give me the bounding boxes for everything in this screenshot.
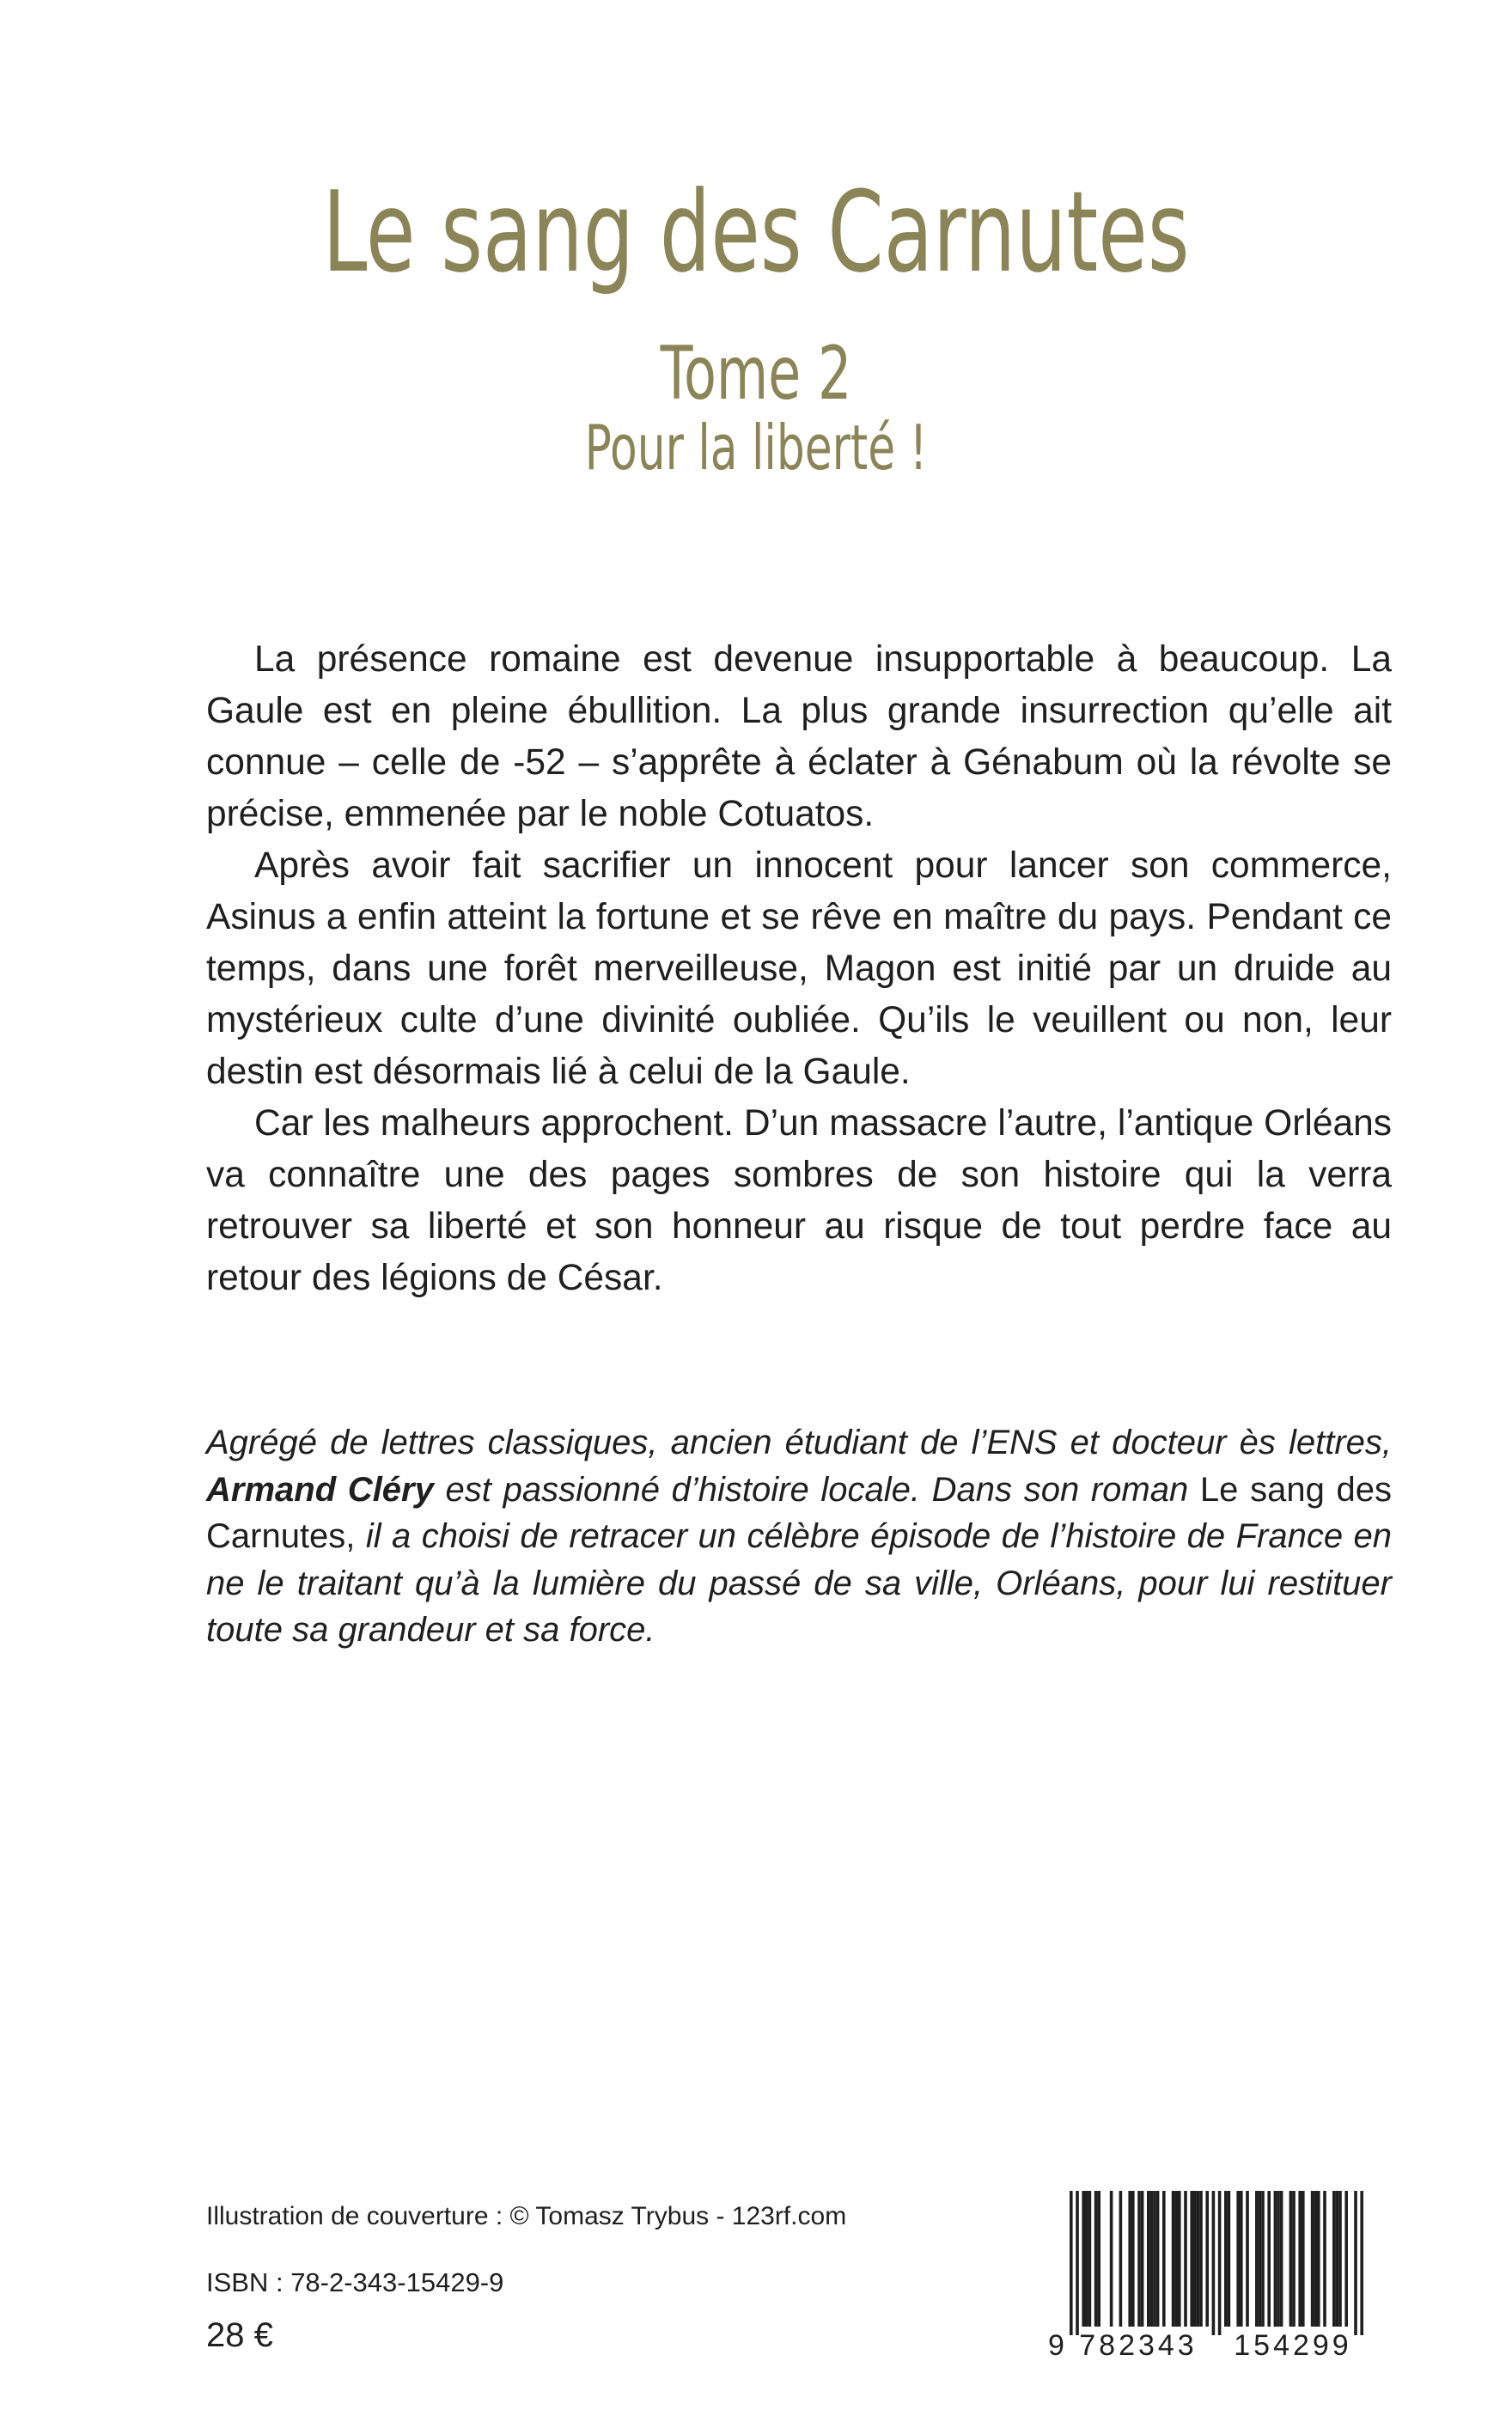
barcode-bar: [1360, 2191, 1363, 2335]
book-subtitle: Pour la liberté !: [584, 412, 928, 484]
author-name: Armand Cléry: [206, 1470, 434, 1509]
barcode-bar: [1280, 2191, 1283, 2327]
barcode-bar: [1323, 2191, 1326, 2327]
isbn: ISBN : 78-2-343-15429-9: [206, 2267, 504, 2297]
bio-end: il a choisi de retracer un célèbre épisode de l’histoire de France en ne le traitant qu’à la lumière du passé de sa ville, Orléans, pour lui restituer toute sa grandeur et sa force.: [206, 1517, 1393, 1649]
barcode-bar: [1274, 2191, 1277, 2327]
barcode-bar: [1317, 2191, 1320, 2327]
barcode-right-digits: 154299: [1234, 2329, 1352, 2361]
summary-paragraph: Car les malheurs approchent. D’un massacre l’autre, l’antique Orléans va connaître une des pages sombres de son histoire qui la verra retrouver sa liberté et son honneur au risque de tout perdre face au retour des légions de César.: [206, 1103, 1392, 1298]
bio-intro: Agrégé de lettres classiques, ancien étudiant de l’ENS et docteur ès lettres,: [206, 1424, 1392, 1461]
barcode-bar: [1156, 2191, 1160, 2327]
barcode-bar: [1314, 2191, 1317, 2327]
barcode-bar: [1141, 2191, 1144, 2327]
barcode-bar: [1150, 2191, 1154, 2327]
barcode-bar: [1228, 2191, 1231, 2327]
tome-label: Tome 2: [660, 331, 852, 417]
barcode: [1044, 2189, 1383, 2361]
barcode-bar: [1193, 2191, 1197, 2327]
barcode-bar: [1218, 2191, 1222, 2335]
barcode-bar: [1119, 2191, 1123, 2327]
barcode-bar: [1255, 2191, 1259, 2327]
barcode-bar: [1259, 2191, 1262, 2327]
barcode-bar: [1162, 2191, 1166, 2327]
barcode-bar: [1076, 2191, 1079, 2335]
bio-middle: est passionné d’histoire locale. Dans son roman: [445, 1470, 1189, 1509]
barcode-bar: [1197, 2191, 1200, 2327]
barcode-bar: [1199, 2191, 1203, 2327]
barcode-bar: [1137, 2191, 1141, 2327]
bio-book-title: Le sang des Carnutes,: [206, 1470, 1392, 1555]
barcode-bar: [1344, 2191, 1348, 2327]
barcode-bar: [1153, 2191, 1156, 2327]
barcode-bar: [1267, 2191, 1271, 2327]
barcode-bar: [1128, 2191, 1131, 2327]
barcode-bar: [1354, 2191, 1357, 2335]
barcode-bar: [1292, 2191, 1296, 2327]
barcode-bar: [1261, 2191, 1265, 2327]
barcode-bar: [1088, 2191, 1092, 2327]
price: 28 €: [206, 2316, 273, 2354]
barcode-bar: [1178, 2191, 1181, 2327]
summary-text: [206, 634, 1392, 1304]
barcode-bar: [1147, 2191, 1150, 2327]
barcode-bar: [1174, 2191, 1178, 2327]
barcode-bar: [1110, 2191, 1113, 2327]
barcode-bar: [1240, 2191, 1243, 2327]
barcode-bar: [1184, 2191, 1187, 2327]
barcode-left-digits: 782343: [1079, 2329, 1198, 2361]
barcode-first-digit: 9: [1048, 2329, 1064, 2361]
barcode-bar: [1311, 2191, 1314, 2327]
barcode-bar: [1190, 2191, 1193, 2327]
barcode-bar: [1070, 2191, 1073, 2335]
summary-paragraph: La présence romaine est devenue insupportable à beaucoup. La Gaule est en pleine ébullition. La plus grande insurrection qu’elle ait connue – celle de -52 – s’apprête à éclater à Génabum où la révolte se précise, emmenée par le noble Cotuatos.: [206, 639, 1392, 834]
barcode-bar: [1289, 2191, 1293, 2327]
barcode-bar: [1094, 2191, 1098, 2327]
barcode-bar: [1246, 2191, 1249, 2327]
author-bio: [206, 1419, 1392, 1654]
summary-paragraph: Après avoir fait sacrifier un innocent pour lancer son commerce, Asinus a enfin atteint la fortune et se rêve en maître du pays. Pendant ce temps, dans une forêt merveilleuse, Magon est initié par un druide au mystérieux culte d’une divinité oubliée. Qu’ils le veuillent ou non, leur destin est désormais lié à celui de la Gaule.: [206, 845, 1392, 1092]
barcode-bar: [1277, 2191, 1280, 2327]
barcode-bar: [1302, 2191, 1305, 2327]
barcode-bar: [1224, 2191, 1228, 2327]
barcode-bar: [1097, 2191, 1100, 2327]
barcode-bar: [1212, 2191, 1216, 2335]
barcode-bar: [1131, 2191, 1135, 2327]
barcode-bar: [1205, 2191, 1209, 2327]
barcode-bar: [1332, 2191, 1336, 2327]
book-title: Le sang des Carnutes: [322, 167, 1190, 297]
barcode-bar: [1338, 2191, 1342, 2327]
barcode-bar: [1336, 2191, 1339, 2327]
barcode-bar: [1236, 2191, 1240, 2327]
barcode-bar: [1298, 2191, 1302, 2327]
barcode-bar: [1082, 2191, 1085, 2327]
barcode-bar: [1085, 2191, 1088, 2327]
illustration-credit: Illustration de couverture : © Tomasz Trybus - 123rf.com: [206, 2202, 847, 2230]
barcode-bar: [1172, 2191, 1175, 2327]
